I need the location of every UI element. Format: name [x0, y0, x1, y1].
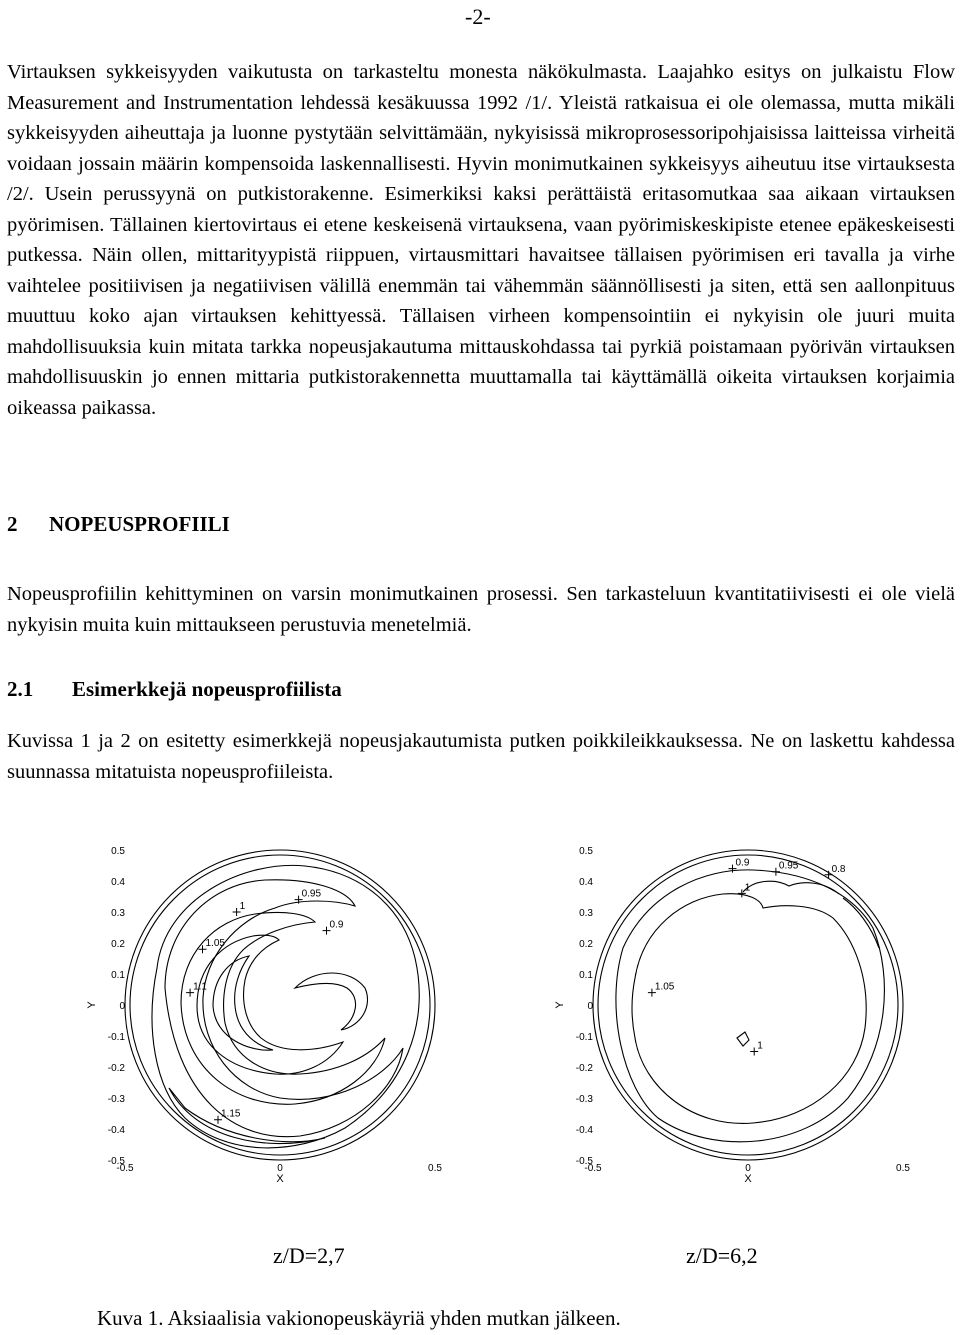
subsection-heading — [7, 677, 342, 702]
y-tick-label: -0.4 — [107, 1125, 125, 1136]
y-tick-label: 0 — [119, 1001, 125, 1012]
contour-line — [743, 881, 839, 894]
section-title: NOPEUSPROFIILI — [49, 512, 230, 536]
contour-line — [632, 894, 866, 1124]
body-paragraph-1: Virtauksen sykkeisyyden vaikutusta on tarkasteltu monesta näkökulmasta. Laajahko esitys on julkaistu Flow Measurement and Instrumentation lehdessä kesäkuussa 1992 /1/. Yleistä ratkaisua ei ole olemassa, mutta mikäli sykkeisyyden aiheuttaja ja luonne pystytään selvittämään, nykyisissä mikroprosessoripohjaisissa laitteissa virheitä voidaan jossain määrin kompensoida laskennallisesti. Hyvin monimutkainen sykkeisyys aiheutuu itse virtauksesta /2/. Usein perussyynä on putkistorakenne. Esimerkiksi kaksi perättäistä eritasomutkaa saa aikaan virtauksen pyörimisen. Tällainen kiertovirtaus ei etene keskeisenä virtauksena, vaan pyörimiskeskipiste etenee epäkeskeisesti putkessa. Näin ollen, mittarityypistä riippuen, virtausmittari havaitsee tällaisen pyörimisen eri tavalla ja virhe vaihtelee positiivisen ja negatiivisen välillä enemmän tai vähemmän säännöllisesti ja siten, että sen aallonpituus muuttuu koko ajan virtauksen kehittyessä. Tällaisen virheen kompensointiin ei nykyisin ole juuri muita mahdollisuuksia kuin mitata tarkka nopeusjakautuma mittauskohdassa tai pyrkiä poistamaan pyörivän virtauksen mahdollisuuskin jo ennen mittaria putkistorakennetta muuttamalla tai käyttämällä oikeita virtauksen korjaimia oikeassa paikassa. — [7, 61, 955, 419]
x-tick-label: 0 — [745, 1163, 751, 1174]
y-tick-label: -0.5 — [575, 1156, 593, 1167]
y-tick-label: 0.1 — [111, 970, 125, 981]
page-number: -2- — [465, 4, 491, 29]
contour-plot-left-svg — [85, 838, 455, 1188]
plot-left-zlabel: z/D=2,7 — [273, 1243, 345, 1268]
y-tick-label: 0.5 — [579, 846, 593, 857]
body-paragraph-2: Nopeusprofiilin kehittyminen on varsin monimutkainen prosessi. Sen tarkasteluun kvantitatiivisesti ei ole vielä nykyisin muita kuin mittaukseen perustuvia menetelmiä. — [7, 583, 955, 636]
body-paragraph-3: Kuvissa 1 ja 2 on esitetty esimerkkejä nopeusjakautumista putken poikkileikkauksessa. Ne on laskettu kahdessa suunnassa mitatuista nopeusprofiileista. — [7, 730, 955, 783]
contour-line — [165, 880, 403, 1137]
y-tick-label: -0.5 — [107, 1156, 125, 1167]
y-tick-label: 0 — [587, 1001, 593, 1012]
figure-caption: Kuva 1. Aksiaalisia vakionopeuskäyriä yhden mutkan jälkeen. — [97, 1306, 621, 1330]
subsection-title: Esimerkkejä nopeusprofiilista — [72, 677, 342, 701]
contour-label: 1 — [239, 901, 246, 912]
contour-label: 1 — [744, 882, 751, 894]
plot-right-zlabel: z/D=6,2 — [686, 1243, 758, 1268]
y-tick-label: 0.1 — [579, 970, 593, 981]
x-tick-label: 0.5 — [428, 1163, 442, 1174]
y-tick-label: -0.3 — [107, 1094, 125, 1105]
section-heading — [7, 512, 230, 537]
contour-line — [616, 870, 885, 1142]
subsection-number: 2.1 — [7, 677, 34, 701]
contour-label: 0.95 — [301, 888, 322, 900]
y-tick-label: -0.2 — [107, 1063, 125, 1074]
contour-label: 1.15 — [221, 1108, 241, 1120]
y-tick-label: 0.3 — [579, 908, 593, 919]
y-tick-label: -0.1 — [575, 1032, 593, 1043]
contour-label: 1.05 — [205, 938, 225, 950]
contour-plot-right-svg — [553, 838, 923, 1188]
section-number: 2 — [7, 512, 18, 536]
contour-plot-right — [553, 838, 923, 1193]
y-tick-label: 0.4 — [579, 877, 593, 888]
x-axis-label-right: X — [744, 1173, 752, 1185]
contour-label: 0.8 — [831, 863, 846, 875]
pipe-wall-outer — [125, 850, 435, 1160]
contour-label: 1 — [757, 1040, 763, 1052]
x-tick-label: 0.5 — [896, 1163, 910, 1174]
x-tick-label: -0.5 — [584, 1163, 602, 1174]
contour-label: 0.9 — [735, 857, 750, 869]
pipe-wall-outer — [593, 850, 903, 1160]
svg-text:Y: Y — [554, 1001, 566, 1009]
y-tick-label: -0.4 — [575, 1125, 593, 1136]
y-tick-label: -0.2 — [575, 1063, 593, 1074]
contour-line-outer — [598, 855, 898, 1155]
contour-line — [197, 935, 343, 1074]
contour-label: 1.1 — [193, 981, 208, 993]
y-tick-label: 0.4 — [111, 877, 125, 888]
contour-plot-left — [85, 838, 455, 1193]
x-axis-label-left: X — [276, 1173, 284, 1185]
contour-line — [737, 1032, 749, 1046]
contour-label: 1.05 — [654, 981, 675, 993]
y-tick-label: 0.3 — [111, 908, 125, 919]
y-axis-label-right — [554, 1001, 566, 1009]
y-tick-label: -0.3 — [575, 1094, 593, 1105]
svg-text:Y: Y — [86, 1001, 98, 1009]
x-tick-label: 0 — [277, 1163, 283, 1174]
y-tick-label: 0.2 — [579, 939, 593, 950]
y-tick-label: -0.1 — [107, 1032, 125, 1043]
contour-line — [152, 865, 419, 1148]
contour-label: 0.9 — [329, 919, 344, 931]
contour-line — [213, 956, 273, 1050]
contour-label: 0.95 — [778, 860, 799, 872]
y-axis-label-left — [86, 1001, 98, 1009]
contour-line — [295, 973, 368, 1030]
contour-line-outer — [130, 855, 430, 1155]
y-tick-label: 0.2 — [111, 939, 125, 950]
x-tick-label: -0.5 — [116, 1163, 134, 1174]
y-tick-label: 0.5 — [111, 846, 125, 857]
